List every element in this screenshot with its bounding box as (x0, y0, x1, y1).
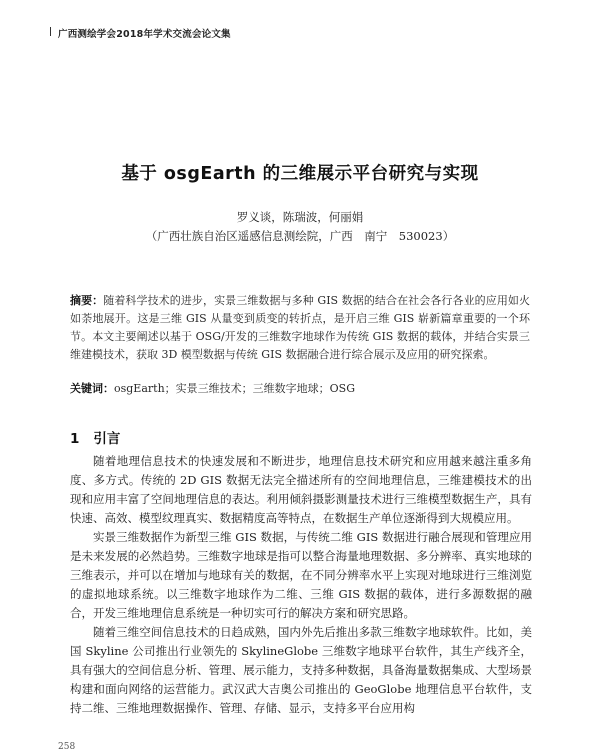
keywords (70, 380, 530, 398)
abstract (70, 292, 530, 364)
body-text (70, 452, 532, 718)
keywords-label: 关键词： (70, 382, 114, 395)
section-number: 1 (70, 431, 80, 447)
body-paragraph: 实景三维数据作为新型三维 GIS 数据，与传统二维 GIS 数据进行融合展现和管理应用是未来发展的必然趋势。三维数字地球是指可以整合海量地理数据、多分辨率、真实地球的三维表示，并可以在增加与地球有关的数据，在不同分辨率水平上实现对地球进行三维浏览的虚拟地球系统。以三维数字地球作为二维、三维 GIS 数据的载体，进行多源数据的融合，开发三维地理信息系统是一种切实可行的解决方案和研究思路。 (70, 530, 532, 620)
keywords-text: osgEarth；实景三维技术；三维数字地球；OSG (114, 382, 355, 395)
body-paragraph: 随着三维空间信息技术的日趋成熟，国内外先后推出多款三维数字地球软件。比如，美国 Skyline 公司推出行业领先的 SkylineGlobe 三维数字地球平台软件，其生产线齐全，具有强大的空间信息分析、管理、展示能力，支持多种数据，具备海量数据集成、大型场景构建和面向网络的运营能力。武汉武大吉奥公司推出的 GeoGlobe 地理信息平台软件，支持二维、三维地理数据操作、管理、存储、显示，支持多平台应用构 (70, 625, 532, 715)
paper-authors: 罗义谈，陈瑞波，何丽娟 (236, 210, 364, 224)
body-paragraph: 随着地理信息技术的快速发展和不断进步，地理信息技术研究和应用越来越注重多角度、多方式。传统的 2D GIS 数据无法完全描述所有的空间地理信息，三维建模技术的出现和应用丰富了空间地理信息的表达。利用倾斜摄影测量技术进行三维模型数据生产，具有快速、高效、模型纹理真实、数据精度高等特点，在数据生产单位逐渐得到大规模应用。 (70, 454, 532, 525)
running-header: 广西测绘学会2018年学术交流会论文集 (58, 29, 231, 40)
header-rule (50, 27, 51, 36)
section-title: 引言 (93, 431, 121, 447)
abstract-label: 摘要： (70, 294, 104, 307)
paper-affiliation: （广西壮族自治区遥感信息测绘院，广西 南宁 530023） (145, 229, 455, 243)
abstract-text: 随着科学技术的进步，实景三维数据与多种 GIS 数据的结合在社会各行各业的应用如火如荼地展开。这是三维 GIS 从量变到质变的转折点，是开启三维 GIS 崭新篇章重要的一个环节。本文主要阐述以基于 OSG/开发的三维数字地球作为传统 GIS 数据的载体，并结合实景三维建模技术，获取 3D 模型数据与传统 GIS 数据融合进行综合展示及应用的研究探索。 (70, 294, 530, 361)
page-number: 258 (58, 742, 76, 752)
paper-title: 基于 osgEarth 的三维展示平台研究与实现 (121, 164, 479, 184)
section-heading (70, 427, 120, 447)
